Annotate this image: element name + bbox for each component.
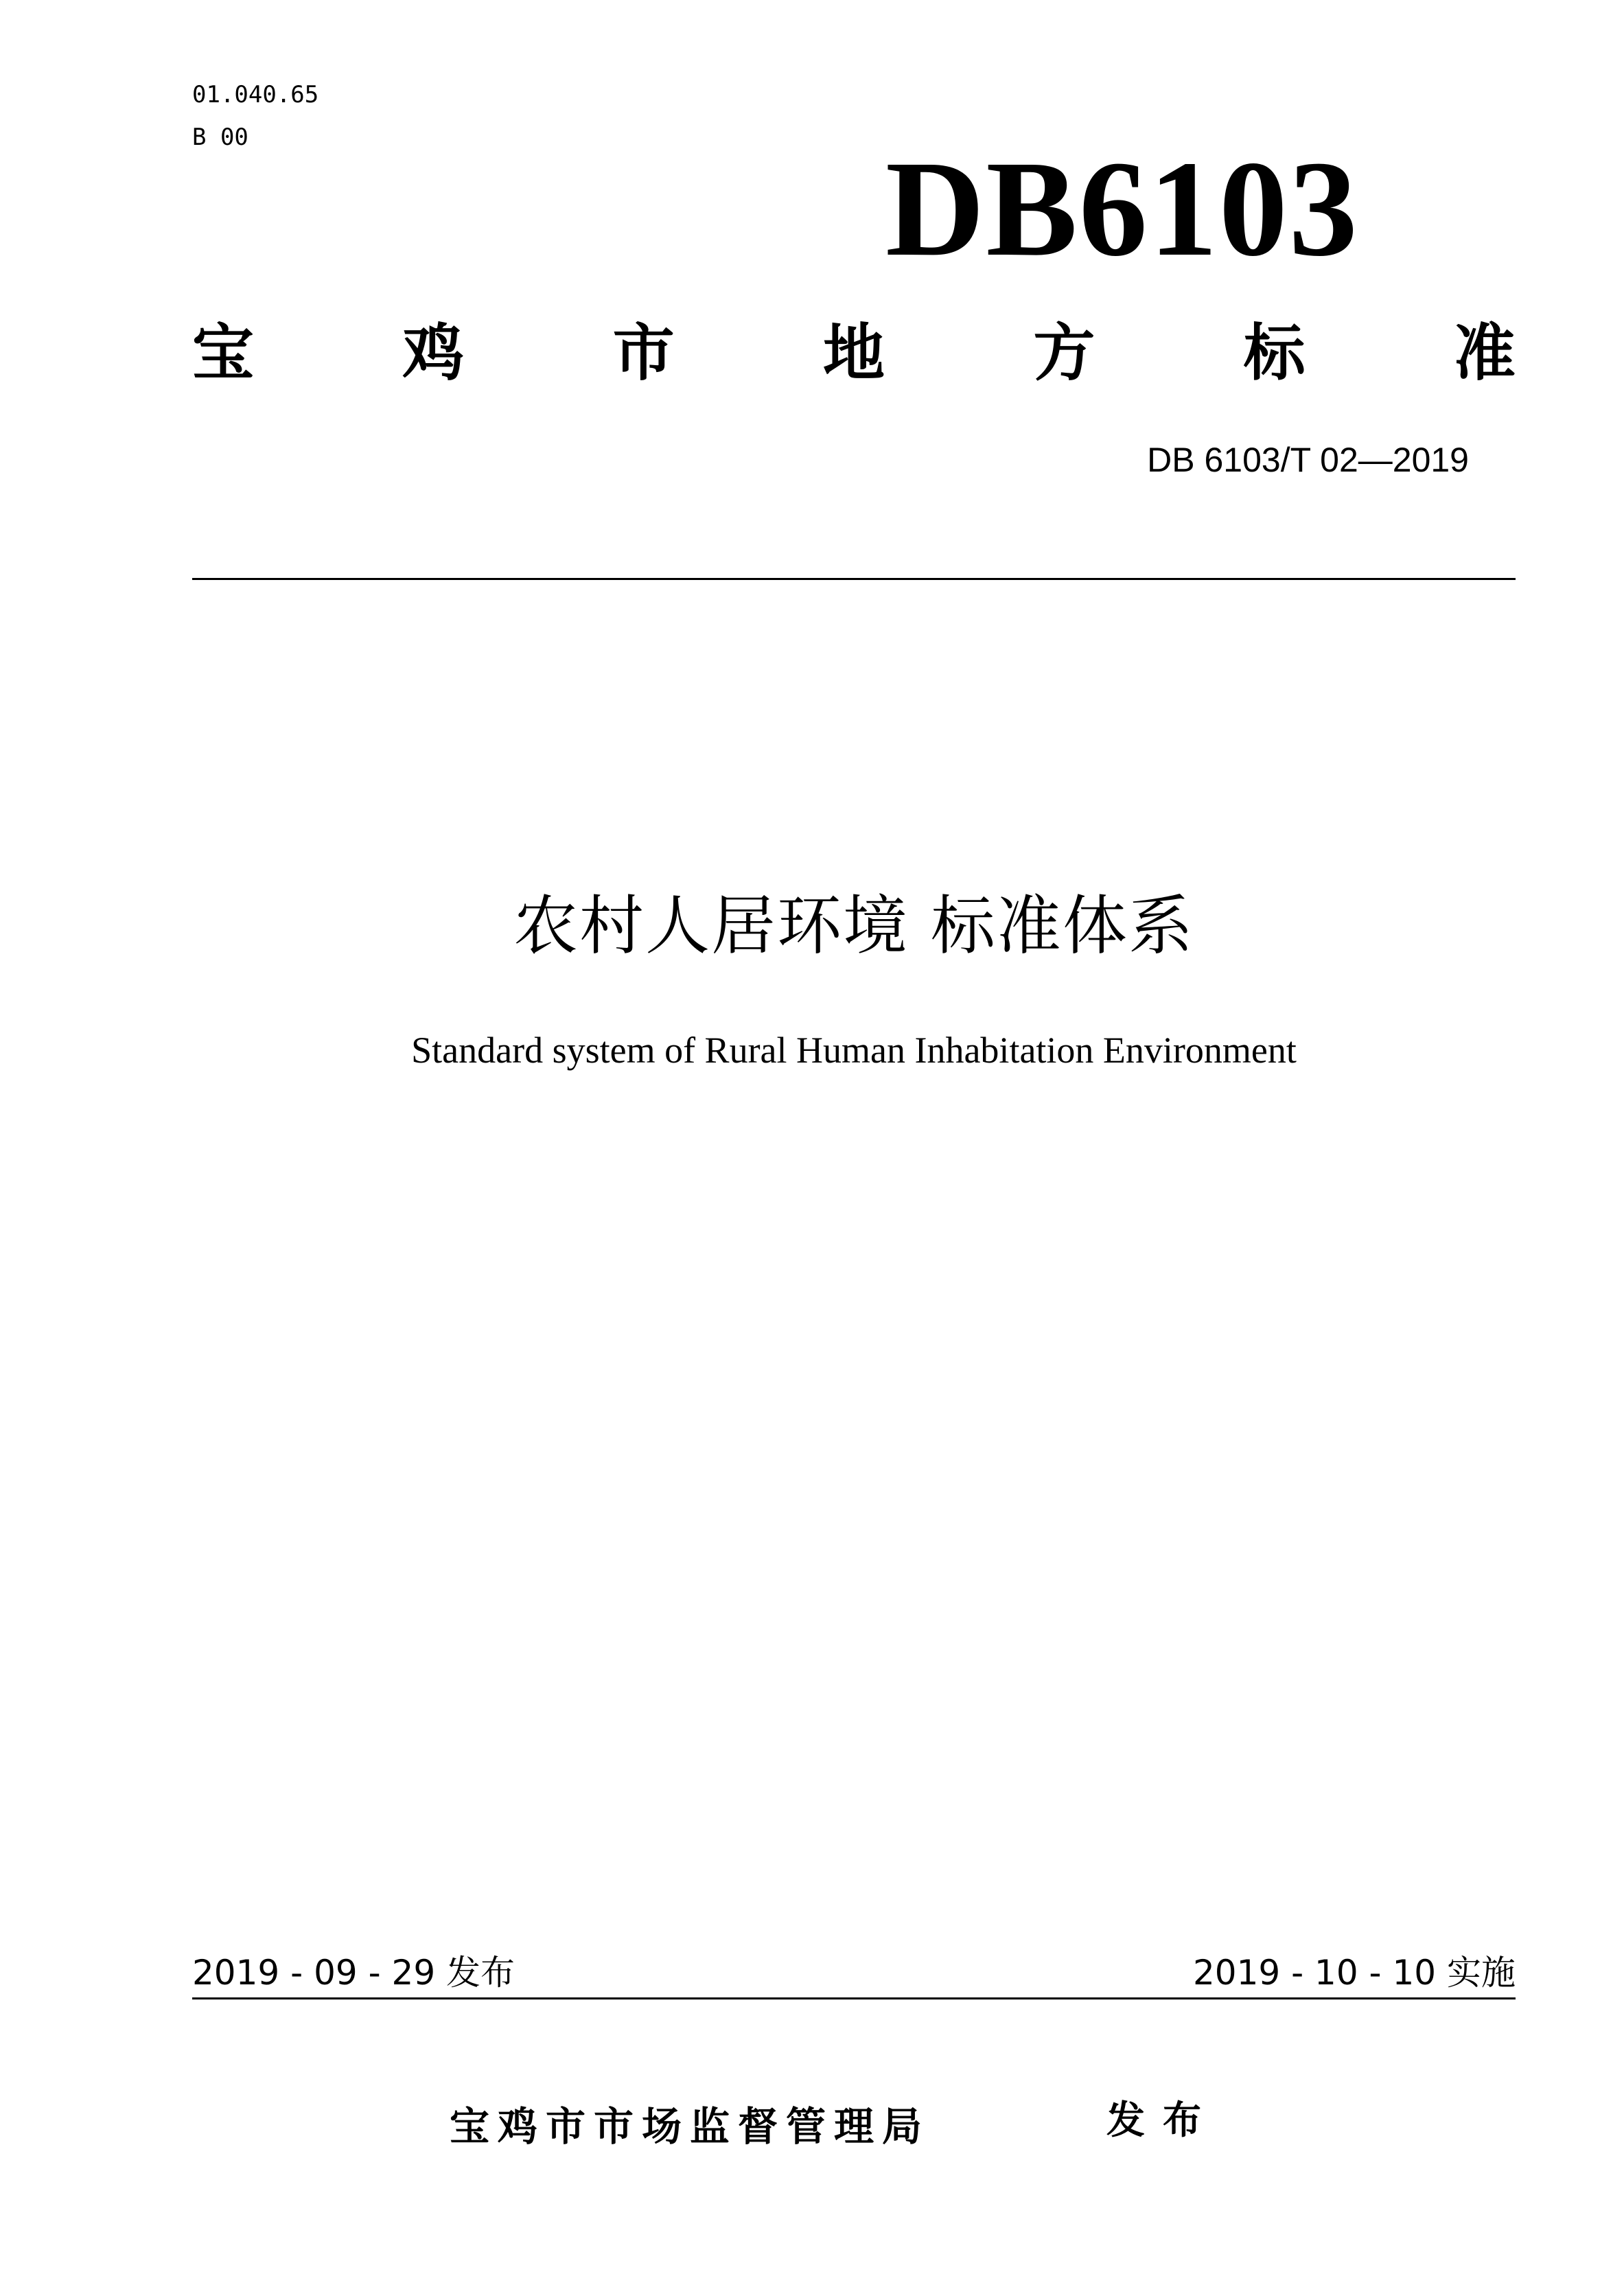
issue-label: 发布 — [1106, 2098, 1219, 2143]
document-title-english: Standard system of Rural Human Inhabitation Environment — [411, 1030, 1297, 1071]
standard-type-char: 宝 — [192, 317, 254, 389]
standard-number: DB 6103/T 02—2019 — [1147, 441, 1469, 479]
document-title-chinese: 农村人居环境 标准体系 — [513, 889, 1194, 964]
ics-code: 01.040.65 — [192, 81, 319, 108]
standard-type-char: 方 — [1033, 317, 1095, 389]
ccs-code: B 00 — [192, 124, 248, 151]
standard-type-char: 准 — [1453, 317, 1516, 389]
standard-type-char: 鸡 — [402, 317, 465, 389]
standard-type-heading — [192, 316, 1516, 391]
issuing-authority: 宝鸡市市场监督管理局 — [450, 2103, 931, 2150]
top-divider — [192, 578, 1516, 580]
bottom-divider — [192, 1997, 1516, 1999]
implementation-date: 2019 - 10 - 10 实施 — [1192, 1953, 1516, 1993]
standard-code-logo: DB6103 — [885, 133, 1359, 285]
standard-type-char: 标 — [1243, 317, 1306, 389]
standard-type-char: 地 — [822, 317, 885, 389]
issue-date: 2019 - 09 - 29 发布 — [192, 1953, 515, 1993]
standard-type-char: 市 — [612, 317, 675, 389]
